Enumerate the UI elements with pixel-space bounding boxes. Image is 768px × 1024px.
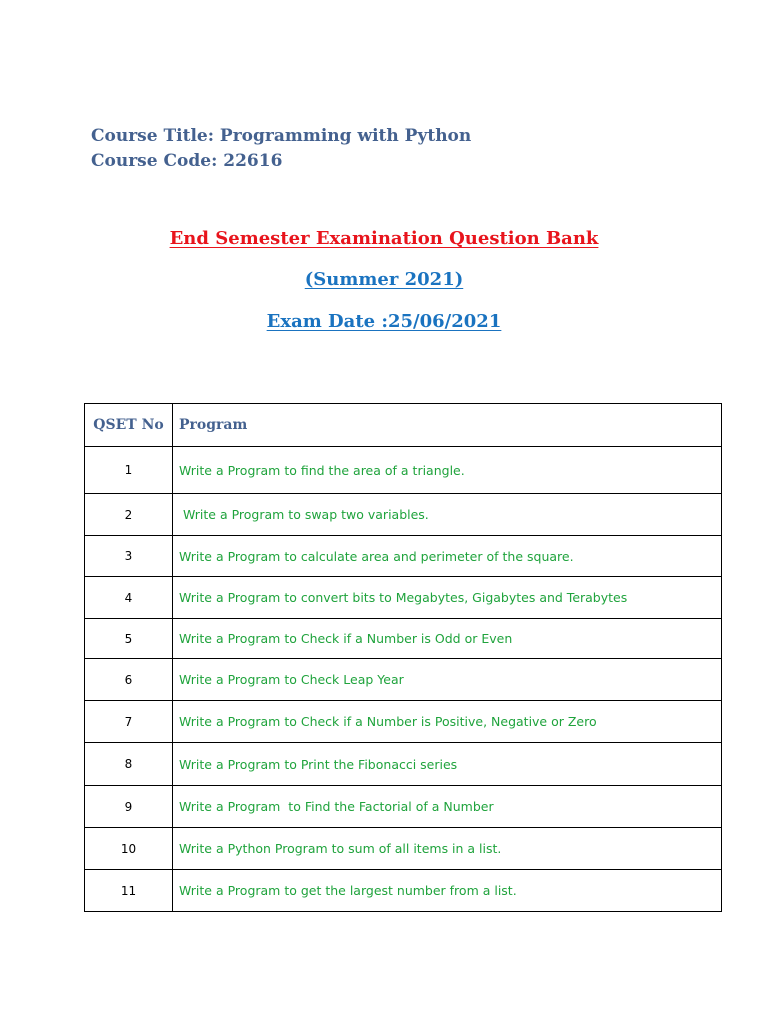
program-text: Write a Program to Check if a Number is Positive, Negative or Zero <box>173 701 722 743</box>
table-row <box>85 870 722 912</box>
program-text: Write a Program to Check Leap Year <box>173 659 722 701</box>
qset-number: 9 <box>85 786 173 828</box>
table-header-row <box>85 404 722 447</box>
program-text: Write a Program to convert bits to Megabytes, Gigabytes and Terabytes <box>173 577 722 619</box>
qset-number: 11 <box>85 870 173 912</box>
program-text: Write a Program to Find the Factorial of a Number <box>173 786 722 828</box>
qset-number: 10 <box>85 828 173 870</box>
course-info <box>91 124 471 174</box>
program-text: Write a Python Program to sum of all items in a list. <box>173 828 722 870</box>
table-row <box>85 536 722 577</box>
session-heading: (Summer 2021) <box>304 269 464 290</box>
question-table <box>84 403 722 912</box>
course-code: Course Code: 22616 <box>91 151 283 171</box>
qset-number: 4 <box>85 577 173 619</box>
program-text: Write a Program to Print the Fibonacci series <box>173 743 722 786</box>
qset-number: 2 <box>85 494 173 536</box>
table-row <box>85 577 722 619</box>
program-text: Write a Program to Check if a Number is Odd or Even <box>173 619 722 659</box>
header-program: Program <box>173 404 722 447</box>
qset-number: 5 <box>85 619 173 659</box>
table-row <box>85 659 722 701</box>
exam-heading: End Semester Examination Question Bank <box>169 228 599 249</box>
program-text: Write a Program to swap two variables. <box>173 494 722 536</box>
table-row <box>85 701 722 743</box>
table-row <box>85 619 722 659</box>
program-text: Write a Program to calculate area and perimeter of the square. <box>173 536 722 577</box>
table-row <box>85 494 722 536</box>
table-row <box>85 786 722 828</box>
table-row <box>85 447 722 494</box>
qset-number: 3 <box>85 536 173 577</box>
table-row <box>85 743 722 786</box>
exam-date-heading: Exam Date :25/06/2021 <box>266 311 502 332</box>
table-row <box>85 828 722 870</box>
qset-number: 6 <box>85 659 173 701</box>
header-qset-no: QSET No <box>85 404 173 447</box>
qset-number: 1 <box>85 447 173 494</box>
qset-number: 8 <box>85 743 173 786</box>
qset-number: 7 <box>85 701 173 743</box>
course-title: Course Title: Programming with Python <box>91 126 472 146</box>
program-text: Write a Program to get the largest number from a list. <box>173 870 722 912</box>
program-text: Write a Program to find the area of a triangle. <box>173 447 722 494</box>
